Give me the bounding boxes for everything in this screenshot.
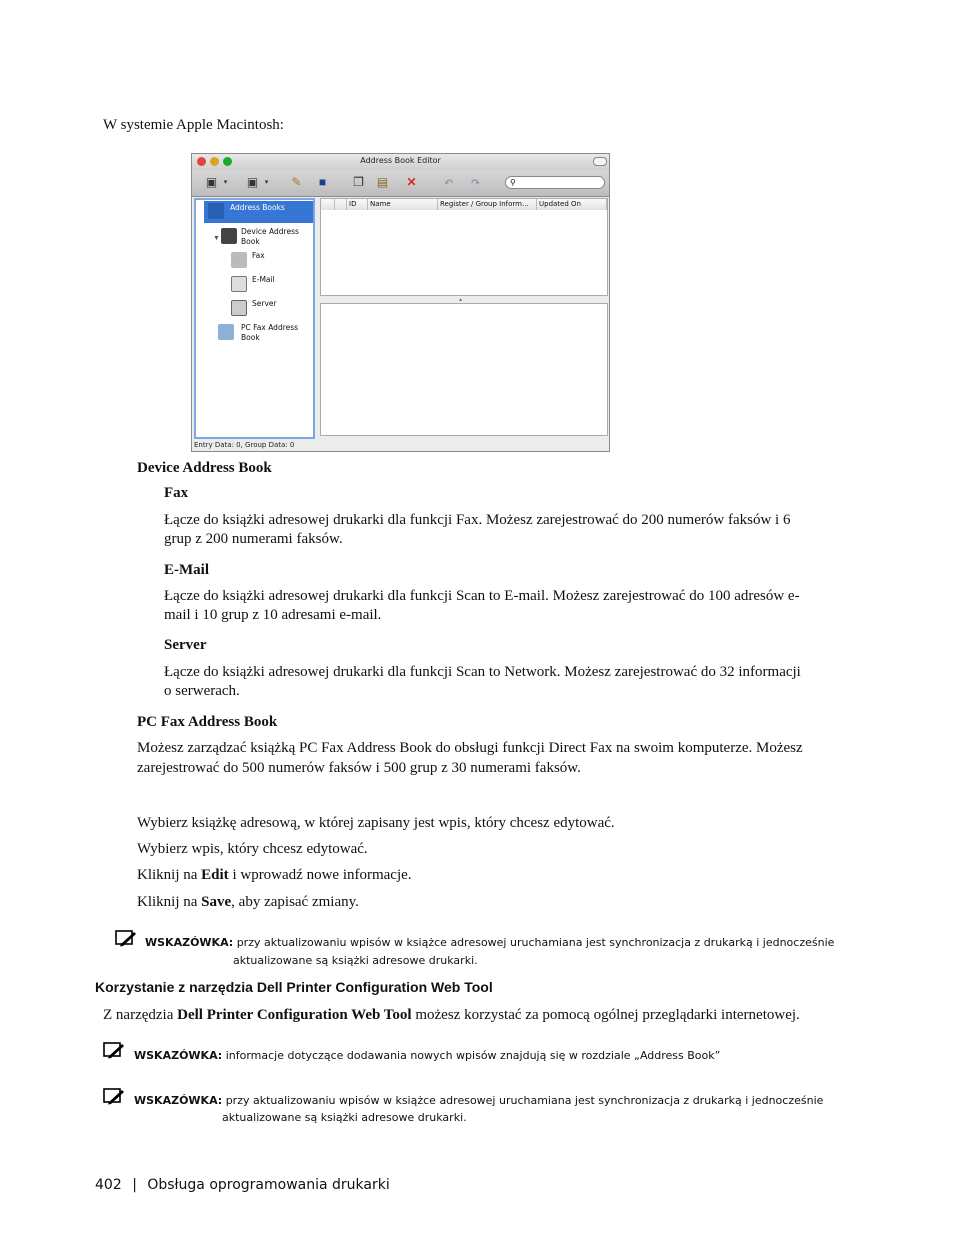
entry-detail-pane — [320, 303, 608, 436]
heading-fax: Fax — [164, 485, 189, 501]
sidebar-item-device-address-book: Device Address Book — [241, 227, 299, 246]
fax-description-line2: grup z 200 numerami faksów. — [164, 531, 343, 547]
note-3: WSKAZÓWKA: przy aktualizowaniu wpisów w książce adresowej uruchamiana jest synchronizacja z drukarką i jednocześnie — [134, 1094, 824, 1107]
intro-text: W systemie Apple Macintosh: — [103, 117, 284, 133]
note-1-line2: aktualizowane są książki adresowe drukarki. — [233, 954, 478, 967]
note-2: WSKAZÓWKA: informacje dotyczące dodawania nowych wpisów znajdują się w rozdziale „Address Book” — [134, 1049, 721, 1062]
edit-icon: ✎ — [291, 175, 302, 189]
note-3-label: WSKAZÓWKA: — [134, 1094, 223, 1107]
entry-list-pane — [320, 198, 608, 296]
fax-icon — [231, 252, 247, 268]
column-id: ID — [347, 199, 368, 210]
pcfax-description-line1: Możesz zarządzać książką PC Fax Address Book do obsługi funkcji Direct Fax na swoim komputerze. Możesz — [137, 740, 803, 756]
email-description-line2: mail i 10 grup z 10 adresami e-mail. — [164, 607, 382, 623]
chevron-down-icon: ▾ — [264, 178, 269, 186]
edit-emphasis: Edit — [201, 867, 229, 883]
printer-icon — [221, 228, 237, 244]
save-emphasis: Save — [201, 894, 232, 910]
sidebar-item-address-books: Address Books — [230, 203, 285, 212]
address-books-icon — [208, 203, 224, 219]
toolbar — [192, 170, 609, 197]
page-number: 402 — [95, 1177, 122, 1193]
heading-server: Server — [164, 637, 207, 653]
sidebar-item-pc-fax-address-book: PC Fax Address Book — [241, 323, 299, 342]
copy-icon: ❐ — [353, 175, 364, 189]
footer-separator: | — [132, 1177, 137, 1193]
chevron-down-icon: ▾ — [223, 178, 228, 186]
heading-device-address-book: Device Address Book — [137, 460, 272, 476]
undo-icon: ↶ — [443, 175, 454, 189]
redo-icon: ↷ — [470, 175, 481, 189]
search-icon: ⚲ — [510, 178, 516, 187]
note-pencil-icon — [115, 930, 137, 947]
heading-web-tool: Korzystanie z narzędzia Dell Printer Configuration Web Tool — [95, 979, 493, 995]
server-icon — [231, 300, 247, 316]
toolbar-toggle-icon — [593, 157, 607, 166]
step-2: Wybierz wpis, który chcesz edytować. — [137, 841, 368, 857]
sidebar-item-email: E-Mail — [252, 275, 275, 284]
column-register-group: Register / Group Inform... — [438, 199, 537, 210]
note-2-label: WSKAZÓWKA: — [134, 1049, 223, 1062]
web-tool-text: Z narzędzia Dell Printer Configuration Web Tool możesz korzystać za pomocą ogólnej przeglądarki internetowej. — [103, 1007, 800, 1023]
web-tool-name: Dell Printer Configuration Web Tool — [177, 1007, 412, 1023]
email-icon — [231, 276, 247, 292]
window-title: Address Book Editor — [360, 156, 441, 165]
note-1-label: WSKAZÓWKA: — [145, 936, 234, 949]
note-3-line2: aktualizowane są książki adresowe drukarki. — [222, 1111, 467, 1124]
address-book-editor-screenshot — [191, 153, 610, 452]
server-description-line1: Łącze do książki adresowej drukarki dla funkcji Scan to Network. Możesz zarejestrować do 32 informacji — [164, 664, 801, 680]
paste-icon: ▤ — [376, 175, 389, 189]
heading-email: E-Mail — [164, 562, 209, 578]
delete-icon: ✕ — [406, 175, 417, 189]
note-1: WSKAZÓWKA: przy aktualizowaniu wpisów w książce adresowej uruchamiana jest synchronizacja z drukarką i jednocześnie — [145, 936, 835, 949]
step-4: Kliknij na Save, aby zapisać zmiany. — [137, 894, 359, 910]
status-bar: Entry Data: 0, Group Data: 0 — [194, 441, 295, 449]
group-icon — [335, 199, 347, 210]
save-icon: ■ — [318, 175, 327, 189]
splitter-handle-icon: ▴ — [459, 297, 463, 303]
footer-title: Obsługa oprogramowania drukarki — [147, 1177, 390, 1193]
sidebar-item-server: Server — [252, 299, 277, 308]
page-footer — [95, 1177, 390, 1193]
window-titlebar — [192, 154, 609, 170]
fax-description-line1: Łącze do książki adresowej drukarki dla funkcji Fax. Możesz zarejestrować do 200 numerów faksów i 6 — [164, 512, 791, 528]
entry-type-icon — [321, 199, 335, 210]
heading-pc-fax-address-book: PC Fax Address Book — [137, 714, 278, 730]
email-description-line1: Łącze do książki adresowej drukarki dla funkcji Scan to E-mail. Możesz zarejestrować do 100 adresów e- — [164, 588, 800, 604]
server-description-line2: o serwerach. — [164, 683, 240, 699]
note-pencil-icon — [103, 1042, 125, 1059]
step-1: Wybierz książkę adresową, w której zapisany jest wpis, który chcesz edytować. — [137, 815, 615, 831]
sidebar-item-fax: Fax — [252, 251, 265, 260]
step-3: Kliknij na Edit i wprowadź nowe informacje. — [137, 867, 412, 883]
pcfax-description-line2: zarejestrować do 500 numerów faksów i 500 grup z 30 numerami faksów. — [137, 760, 581, 776]
search-input — [505, 176, 605, 189]
sidebar — [194, 198, 315, 439]
new-group-icon: ▣ — [246, 175, 259, 189]
pc-fax-icon — [218, 324, 234, 340]
new-entry-icon: ▣ — [205, 175, 218, 189]
column-name: Name — [368, 199, 438, 210]
note-pencil-icon — [103, 1088, 125, 1105]
disclosure-triangle-icon: ▼ — [213, 234, 220, 242]
column-updated-on: Updated On — [537, 199, 607, 210]
